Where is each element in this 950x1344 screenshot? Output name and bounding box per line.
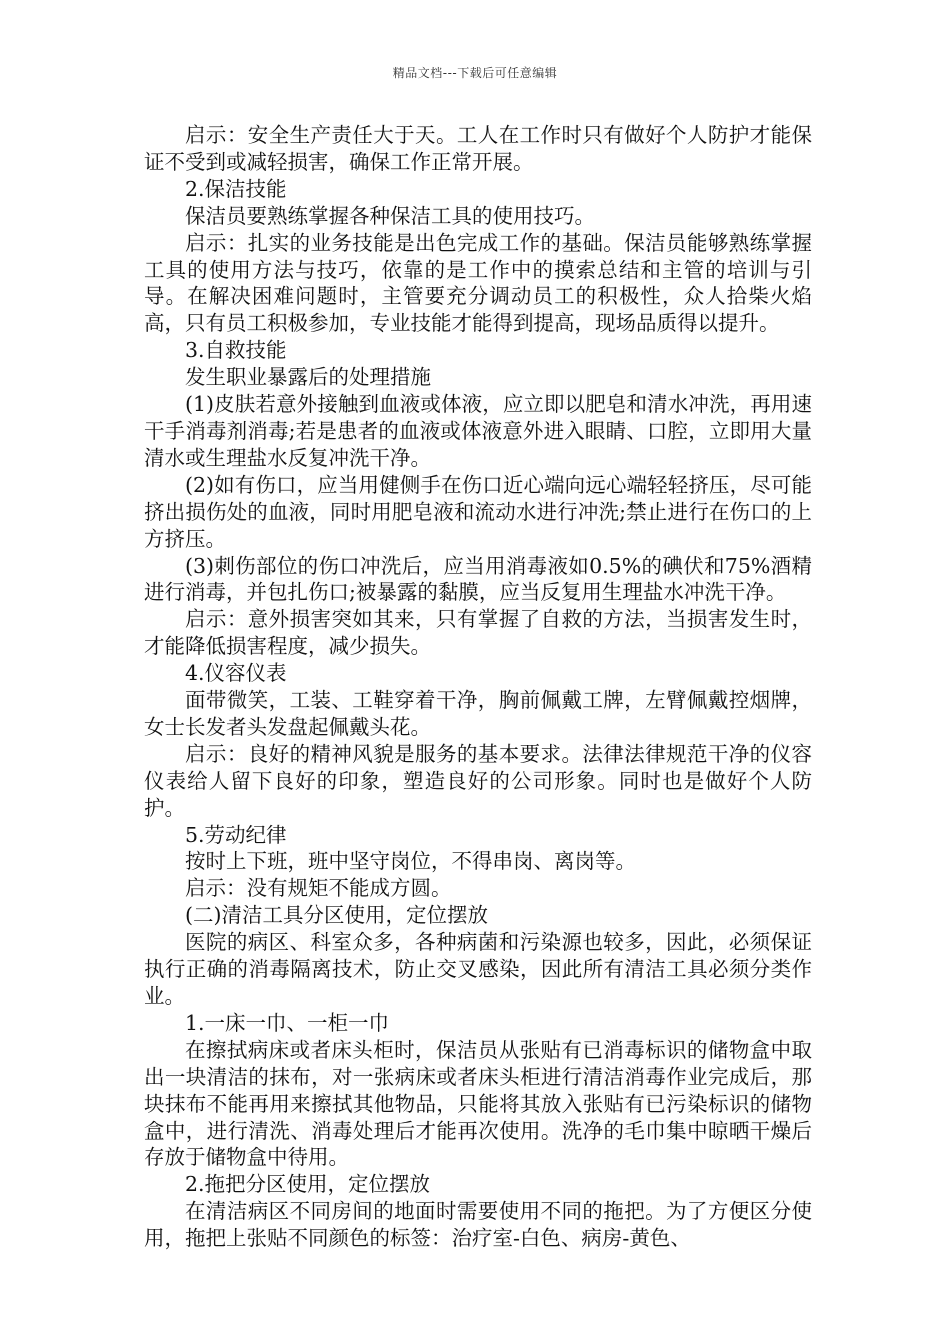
paragraph-self-rescue-insight: 启示：意外损害突如其来，只有掌握了自救的方法，当损害发生时，才能降低损害程度，减少损失。 — [144, 607, 812, 659]
subheading-exposure-measures: 发生职业暴露后的处理措施 — [185, 365, 431, 390]
paragraph-appearance-insight: 启示：良好的精神风貌是服务的基本要求。法律法律规范干净的仪容仪表给人留下良好的印象，塑造良好的公司形象。同时也是做好个人防护。 — [144, 741, 812, 820]
list-item-skin-contact: (1)皮肤若意外接触到血液或体液，应立即以肥皂和清水冲洗，再用速干手消毒剂消毒;若是患者的血液或体液意外进入眼睛、口腔，立即用大量清水或生理盐水反复冲洗干净。 — [144, 392, 812, 470]
heading-mop-zoning: 2.拖把分区使用，定位摆放 — [185, 1172, 431, 1197]
document-body — [144, 122, 812, 1252]
heading-self-rescue: 3.自救技能 — [185, 338, 287, 363]
heading-appearance: 4.仪容仪表 — [185, 661, 287, 686]
paragraph-hospital-wards: 医院的病区、科室众多，各种病菌和污染源也较多，因此，必须保证执行正确的消毒隔离技术，防止交叉感染，因此所有清洁工具必须分类作业。 — [144, 930, 812, 1008]
paragraph-appearance: 面带微笑，工装、工鞋穿着干净，胸前佩戴工牌，左臂佩戴控烟牌，女士长发者头发盘起佩戴头花。 — [144, 688, 812, 739]
heading-labor-discipline: 5.劳动纪律 — [185, 822, 287, 847]
paragraph-wiping-procedure: 在擦拭病床或者床头柜时，保洁员从张贴有已消毒标识的储物盒中取出一块清洁的抹布，对一张病床或者床头柜进行清洁消毒作业完成后，那块抹布不能再用来擦拭其他物品，只能将其放入张贴有已污染标识的储物盒中，进行清洗、消毒处理后才能再次使用。洗净的毛巾集中晾晒干燥后存放于储物盒中待用。 — [144, 1037, 812, 1170]
paragraph-safety-insight: 启示：安全生产责任大于天。工人在工作时只有做好个人防护才能保证不受到或减轻损害，确保工作正常开展。 — [144, 123, 812, 174]
heading-cleaning-skills: 2.保洁技能 — [185, 176, 287, 201]
paragraph-cleaning-tools: 保洁员要熟练掌握各种保洁工具的使用技巧。 — [185, 203, 595, 228]
paragraph-mop-labels: 在清洁病区不同房间的地面时需要使用不同的拖把。为了方便区分使用，拖把上张贴不同颜色的标签：治疗室-白色、病房-黄色、 — [144, 1199, 812, 1251]
list-item-wound: (2)如有伤口，应当用健侧手在伤口近心端向远心端轻轻挤压，尽可能挤出损伤处的血液，同时用肥皂液和流动水进行冲洗;禁止进行在伤口的上方挤压。 — [144, 472, 812, 551]
paragraph-discipline-insight: 启示：没有规矩不能成方圆。 — [185, 876, 452, 901]
section-heading-tools-zoning: (二)清洁工具分区使用，定位摆放 — [185, 903, 488, 928]
heading-one-bed-one-towel: 1.一床一巾、一柜一巾 — [185, 1010, 390, 1035]
paragraph-labor-discipline: 按时上下班，班中坚守岗位，不得串岗、离岗等。 — [185, 849, 636, 874]
paragraph-skills-insight: 启示：扎实的业务技能是出色完成工作的基础。保洁员能够熟练掌握工具的使用方法与技巧，依靠的是工作中的摸索总结和主管的培训与引导。在解决困难问题时，主管要充分调动员工的积极性，众人拾柴火焰高，只有员工积极参加，专业技能才能得到提高，现场品质得以提升。 — [144, 230, 812, 336]
page-header: 精品文档---下载后可任意编辑 — [392, 66, 558, 80]
list-item-stab-wound: (3)刺伤部位的伤口冲洗后，应当用消毒液如0.5%的碘伏和75%酒精进行消毒，并包扎伤口;被暴露的黏膜，应当反复用生理盐水冲洗干净。 — [144, 553, 812, 605]
